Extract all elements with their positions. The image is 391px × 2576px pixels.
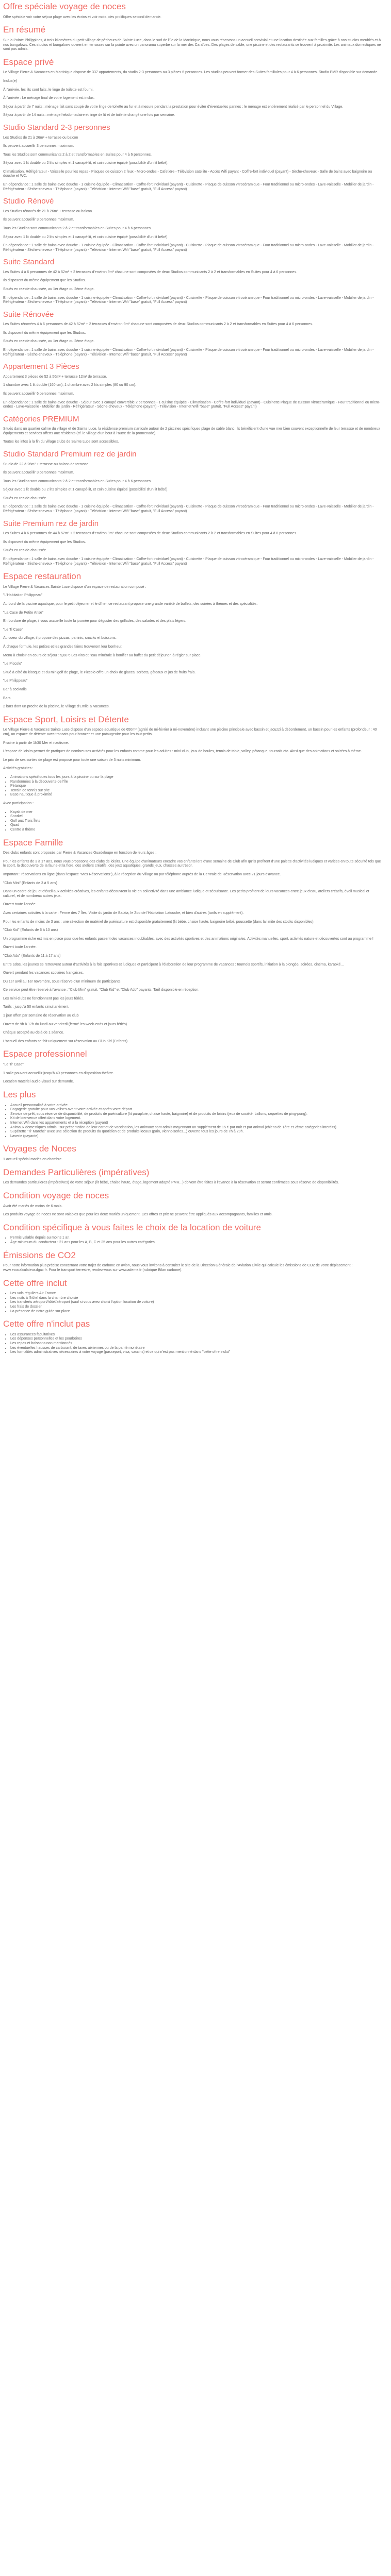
paragraph: En dépendance : 1 salle de bains avec douche - 1 cuisine équipée - Climatisation - Coffre-fort individuel (payant) - Cuisinette - Plaque de cuisson vitrocéramique - Four traditionnel ou micro-ondes - Lave-vaisselle - Mobilier de jardin - Réfrigérateur - Sèche-cheveux - Téléphone (payant) - Télévision - Internet Wifi "base" gratuit, "Full Access" payant) (3, 557, 374, 566)
paragraph: Les produits voyage de noces ne sont valables que pour les deux mariés uniquement. Ces offres et prix ne peuvent être appliqués aux accompagnants, familles et amis. (3, 1213, 273, 1217)
paragraph: L'espace de loisirs permet de pratiquer de nombreuses activités pour les enfants comme pour les adultes : mini-club, jeux de boules, tennis de table, volley, pétanque, tournois etc. Ainsi que des animations et soirées à thème. (3, 750, 362, 754)
paragraph: Situés en rez-de-chaussée. (3, 549, 47, 553)
paragraph: Ouvert pendant les vacances scolaires françaises. (3, 971, 84, 975)
paragraph: Ils peuvent accueillir 3 personnes maximum. (3, 144, 74, 148)
paragraph: Pour les enfants de 3 à 17 ans, nous vous proposons des clubs de loisirs. Une équipe d'animateurs encadre vos enfants lors d'une semaine de Club afin qu'ils profitent d'une palette d'activités ludiques et variées en toute sécurité tels que le sport, la découverte de la faune et la flore, des ateliers créatifs, des jeux aquatiques, grands jeux, chasses au trésor. (3, 859, 381, 868)
section-title: Espace Sport, Loisirs et Détente (3, 714, 129, 724)
paragraph: "Le Ti Case" (3, 628, 23, 632)
section-title: Catégories PREMIUM (3, 414, 79, 423)
paragraph: Les demandes particulières (impératives) de votre séjour (lit bébé, chaise haute, étage, logement adapté PMR...) doivent être faites à l'avance à la réservation et seront confirmées sous réserve de disponibilités. (3, 1181, 339, 1185)
section (3, 58, 382, 118)
section (3, 1144, 382, 1162)
section-title: Demandes Particulières (impératives) (3, 1167, 150, 1177)
list-item: • Kit de bienvenue offert dans votre logement. (10, 1116, 382, 1121)
paragraph: Sur la Pointe Philippines, à trois kilomètres du petit village de pêcheurs de Sainte Luce, dans le sud de l'île de la Martinique, nous vous réservons un accueil convivial et une location destinée aux familles grâce à nos studios meublés et à nos bungalows. Ces studios et bungalows ouvrent en terrasses sur la pointe avec un panorama superbe sur la mer des Caraïbes. Des plages de sable, une piscine et des restaurants se trouvent à proximité. Les animaux domestiques ne sont pas admis. (3, 38, 381, 52)
paragraph: À chaque formule, les petites et les grandes faims trouveront leur bonheur. (3, 645, 123, 649)
paragraph: Les Studios de 21 à 26m² + terrasse ou balcon (3, 135, 78, 140)
list-item: • Service de prêt, sous réserve de disponibilité, de produits de puériculture (lit parapluie, chaise haute, baignoire) et de produits de loisirs (jeux de société, ballons, raquettes de ping-pong). (10, 1112, 382, 1117)
paragraph: Au bord de la piscine aquatique, pour le petit déjeuner et le dîner, ce restaurant propose une grande variété de buffets, des soirées à thèmes et des spécialités. (3, 602, 258, 606)
section-title: Suite Premium rez de jardin (3, 519, 99, 528)
list-item: • Laverie (payante) (10, 1134, 382, 1139)
section-title: Studio Standard Premium rez de jardin (3, 450, 137, 459)
list-item: • Les transferts aéroport/hôtel/aéroport (sauf si vous avez choisi l'option location de voiture) (10, 1300, 382, 1305)
list-item: • Kayak de mer (10, 810, 382, 815)
paragraph: Au coeur du village, il propose des pizzas, paninis, snacks et boissons. (3, 636, 117, 640)
paragraph: Menu à choisir en cours de séjour : 9,80 € Les vins et l'eau minérale à bonifier au buffet du petit déjeuner, à régler sur place. (3, 653, 202, 657)
paragraph: En dépendance : 1 salle de bains avec douche - 1 cuisine équipée - Climatisation - Coffre-fort individuel (payant) - Cuisinette - Plaque de cuisson vitrocéramique - Four traditionnel ou micro-ondes - Lave-vaisselle - Mobilier de jardin - Réfrigérateur - Sèche-cheveux - Téléphone (payant) - Télévision - Internet Wifi "base" gratuit, "Full Access" payant) (3, 348, 374, 357)
paragraph: En dépendance : 1 salle de bains avec douche - 1 cuisine équipée - Climatisation - Coffre-fort individuel (payant) - Cuisinette - Plaque de cuisson vitrocéramique - Four traditionnel ou micro-ondes - Lave-vaisselle - Mobilier de jardin - Réfrigérateur - Sèche-cheveux - Téléphone (payant) - Télévision - Internet Wifi "base" gratuit, "Full Access" payant) (3, 505, 374, 514)
bullet-list (3, 1333, 382, 1355)
paragraph: Location matériel audio-visuel sur demande. (3, 1080, 74, 1084)
list-item: • Internet Wifi dans les appartements et à la réception (payant) (10, 1121, 382, 1126)
section-title: Cette offre inclut (3, 1278, 67, 1288)
paragraph: "Le Ti' Case" (3, 1063, 24, 1067)
paragraph: Les Suites 4 à 6 personnes de 42 à 52m² + 2 terrasses d'environ 9m² chacune sont composées de deux Studios communicants 2 à 2 et transformables en Suites pour 4 à 6 personnes. (3, 270, 298, 274)
section-title: Appartement 3 Pièces (3, 362, 79, 371)
paragraph: Situés en rez-de-chaussée, au 1er étage ou 2ème étage. (3, 340, 95, 344)
paragraph: Entre ados, les jeunes se retrouvent autour d'activités à la fois sportives et ludiques et participent à l'élaboration de leur programme de vacances : tournois sportifs, initiation à la plongée, soirées, cinéma, karaoké... (3, 962, 344, 967)
paragraph: Situés en rez-de-chaussée. (3, 496, 47, 500)
section (3, 715, 382, 833)
paragraph: Ils peuvent accueillir 3 personnes maximum. (3, 218, 74, 222)
list-item: • Centre à thème (10, 828, 382, 833)
paragraph: Tarifs : jusqu'à 50 enfants simultanément. (3, 1005, 70, 1009)
list-item: • Les repas et boissons non mentionnés (10, 1342, 382, 1346)
section-title: Émissions de CO2 (3, 1250, 76, 1260)
section (3, 1168, 382, 1185)
paragraph: Bars (3, 696, 11, 700)
section-title: Espace professionnel (3, 1049, 87, 1059)
bullet-list (3, 1104, 382, 1139)
paragraph: Avec participation : (3, 801, 34, 805)
list-item: • Permis valable depuis au moins 1 an. (10, 1236, 382, 1241)
paragraph: Les Suites 4 à 6 personnes de 44 à 52m² + 2 terrasses d'environ 9m² chacune sont composées de deux Studios communicants 2 à 2 et transformables en Suites pour 4 à 6 personnes. (3, 532, 298, 536)
paragraph: Pour les enfants de moins de 3 ans : une sélection de matériel de puériculture est disponible gratuitement (lit bébé, chaise haute, baignoire bébé, poussette (dans la limite des stocks disponibles). (3, 920, 315, 924)
paragraph: Le Village Pierre & Vacances Sainte Luce dispose d'un espace de restauration composé : (3, 585, 146, 589)
list-item: • Les vols réguliers Air France (10, 1292, 382, 1296)
paragraph: "Le Piccolo" (3, 662, 23, 666)
section (3, 450, 382, 514)
paragraph: Tous les Studios sont communicants 2 à 2 et transformables en Suites pour 4 à 6 personnes. (3, 152, 152, 157)
list-item: • Les nuits à l'hôtel dans la chambre choisie (10, 1296, 382, 1301)
list-item: • La présence de notre guide sur place (10, 1310, 382, 1314)
paragraph: Séjour avec 1 lit double ou 2 lits simples et 1 canapé-lit, et coin cuisine équipé (possibilité d'un lit bébé). (3, 235, 169, 239)
section-title: Espace Famille (3, 837, 63, 848)
paragraph: Séjour à partir de 14 nuits : ménage hebdomadaire et linge de lit et de toilette changé une fois par semaine. (3, 113, 175, 117)
paragraph: "Club Ado" (Enfants de 11 à 17 ans) (3, 954, 61, 958)
list-item: • Pétanque (10, 784, 382, 789)
paragraph: Des clubs enfants sont proposés par Pierre & Vacances Guadeloupe en fonction de leurs âges : (3, 851, 157, 855)
section (3, 572, 382, 709)
paragraph: Ils disposent du même équipement que les Studios. (3, 540, 86, 544)
paragraph: Offre spéciale voir votre séjour plage avec les écrins et voir mots, des prolifiques second demande. (3, 15, 161, 19)
list-item: • Base nautique à proximité (10, 793, 382, 798)
paragraph: Le Village Pierre & Vacances en Martinique dispose de 337 appartements, du studio 2-3 personnes au 3 pièces 6 personnes. Les studios peuvent former des Suites familiales pour 4 à 6 personnes. Studio PMR disponible sur demande. (3, 71, 379, 75)
section (3, 25, 382, 52)
paragraph: Les Studios rénovés de 21 à 26m² + terrasse ou balcon. (3, 209, 93, 213)
list-item: • Randonnées à la découverte de l'île (10, 780, 382, 785)
list-item: • Âge minimum du conducteur : 21 ans pour les A, B, C et 25 ans pour les autres catégories. (10, 1241, 382, 1245)
paragraph: 1 chambre avec 1 lit double (160 cm), 1 chambre avec 2 lits simples (80 ou 90 cm). (3, 383, 136, 387)
paragraph: Inclus(e) (3, 79, 17, 83)
paragraph: Un programme riche est mis en place pour que les enfants passent des vacances inoubliables, avec des activités sportives et des animations originales. Activités manuelles, sport, activités nature et découvertes sont au programme ! (3, 937, 373, 941)
section-title: Espace privé (3, 57, 54, 67)
paragraph: Ouvert toute l'année. (3, 945, 37, 950)
section-title: Studio Rénové (3, 197, 54, 206)
list-item: • Animations spécifiques tous les jours à la piscine ou sur la plage (10, 775, 382, 780)
paragraph: Studio de 22 à 26m² + terrasse ou balcon de terrasse. (3, 462, 90, 466)
paragraph: Dans un cadre de jeu et d'éveil aux activités créatives, les enfants découvrent la vie en collectivité dans une ambiance ludique et sécurisante. Les petits profitent de leurs vacances entre jeux d'eau, ateliers créatifs, éveil musical et culturel, et de nombreux autres jeux. (3, 890, 369, 898)
section-title: Cette offre n'inclut pas (3, 1319, 90, 1329)
paragraph: Toutes les infos à la fin du village clubs de Sainte Luce sont accessibles. (3, 440, 119, 444)
list-item: • Snorkel (10, 815, 382, 819)
bullet-list (3, 775, 382, 798)
section (3, 1090, 382, 1139)
paragraph: Situés en rez-de-chaussée, au 1er étage ou 2ème étage. (3, 287, 95, 291)
section (3, 838, 382, 1044)
section (3, 1223, 382, 1245)
paragraph: Pour notre information plus précise concernant votre trajet de carbone en avion, nous vous invitons à consulter le site de la Direction Générale de l'Aviation Civile qui calcule les émissions de CO2 de votre déplacement : www.ecocalculateur.dgac.fr. Pour le transport terrestre, rendez-vous sur www.ademe.fr (rubrique Bilan carbone). (3, 1264, 353, 1272)
paragraph: Du 1er avril au 1er novembre, sous réserve d'un minimum de participants. (3, 979, 122, 984)
section (3, 311, 382, 357)
section-title: Espace restauration (3, 571, 82, 582)
paragraph: "La Case de Petite Anse" (3, 611, 44, 615)
paragraph: En dépendance : 1 salle de bains avec douche - 1 cuisine équipée - Climatisation - Coffre-fort individuel (payant) - Cuisinette - Plaque de cuisson vitrocéramique - Four traditionnel ou micro-ondes - Lave-vaisselle - Mobilier de jardin - Réfrigérateur - Sèche-cheveux - Téléphone (payant) - Télévision - Internet Wifi "base" gratuit, "Full Access" payant) (3, 183, 374, 191)
document (0, 2, 385, 1361)
paragraph: En dépendance : 1 salle de bains avec douche - 1 cuisine équipée - Climatisation - Coffre-fort individuel (payant) - Cuisinette - Plaque de cuisson vitrocéramique - Four traditionnel ou micro-ondes - Lave-vaisselle - Mobilier de jardin - Réfrigérateur - Sèche-cheveux - Téléphone (payant) - Télévision - Internet Wifi "base" gratuit, "Full Access" payant) (3, 244, 374, 252)
section-title: En résumé (3, 25, 46, 35)
list-item: • Accueil personnalisé à votre arrivée. (10, 1104, 382, 1108)
list-item: • Les éventuelles hausses de carburant, de taxes aériennes ou de la parité monétaire (10, 1346, 382, 1351)
list-item: • Terrain de tennis sur site (10, 789, 382, 793)
section (3, 1251, 382, 1273)
paragraph: Ouvert toute l'année. (3, 903, 37, 907)
list-item: • Golf aux Trois Îlets (10, 819, 382, 824)
paragraph: Avoir été mariés de moins de 6 mois. (3, 1204, 63, 1208)
section (3, 1191, 382, 1217)
paragraph: Avec certaines activités à la carte : Ferme des 7 Îles, Visite du jardin de Balata, le Zoo de l'Habitation Latouche, et bien d'autres (tarifs en supplément). (3, 911, 244, 915)
list-item: • Quad (10, 823, 382, 828)
paragraph: Climatisation. Réfrigérateur - Vaisselle pour les repas - Plaques de cuisson 2 feux - Micro-ondes - Cafetière - Télévision satellite - Accès Wifi payant - Coffre-fort individuel (payant) - Sèche-cheveux - Salle de bains avec baignoire ou douche et WC. (3, 170, 372, 178)
section (3, 415, 382, 445)
paragraph: Situés dans un quartier calme du village et de Sainte Luce, la résidence premium s'articule autour de 2 piscines spécifiques plage de sable blanc. Ils bénéficient d'une vue mer bien souvent exceptionnelle de leur terrasse et de nombreux équipements et services offerts aux résidents (cf. le village d'un bout à l'autre de la promenade). (3, 427, 380, 435)
paragraph: 1 salle pouvant accueillir jusqu'à 40 personnes en disposition théâtre. (3, 1071, 114, 1075)
bullet-list (3, 1292, 382, 1314)
section-title: Condition voyage de noces (3, 1190, 109, 1200)
paragraph: Important : réservations en ligne (dans l'espace "Mes Réservations"), à la réception du Village ou par téléphone auprès de la Centrale de Réservation avec 21 jours d'avance. (3, 872, 281, 876)
paragraph: 1 jour offert par semaine de réservation au club (3, 1014, 79, 1018)
paragraph: En bordure de plage, il vous accueille toute la journée pour déguster des grillades, des salades et des plats légers. (3, 619, 186, 623)
paragraph: Chèque accepté au-delà de 1 séance. (3, 1031, 64, 1035)
paragraph: Ils disposent du même équipement que les Studios. (3, 279, 86, 283)
paragraph: En dépendance : 1 salle de bains avec douche - 1 cuisine équipée - Climatisation - Coffre-fort individuel (payant) - Cuisinette - Plaque de cuisson vitrocéramique - Four traditionnel ou micro-ondes - Lave-vaisselle - Mobilier de jardin - Réfrigérateur - Sèche-cheveux - Téléphone (payant) - Télévision - Internet Wifi "base" gratuit, "Full Access" payant) (3, 296, 374, 304)
list-item: • Bagagerie gratuite pour vos valises avant votre arrivée et après votre départ. (10, 1108, 382, 1112)
section (3, 124, 382, 192)
list-item: • Supérette "Ti' Marché" avec une sélection de produits du quotidien et de produits locaux (pain, viennoiseries...) ouverte tous les jours de 7h à 20h. (10, 1130, 382, 1134)
list-item: • Les frais de dossier (10, 1305, 382, 1310)
paragraph: En dépendance : 1 salle de bains avec douche - Séjour avec 1 canapé convertible 2 personnes - 1 cuisine équipée - Climatisation - Coffre-fort individuel (payant) - Cuisinette Plaque de cuisson vitrocéramique - Four traditionnel ou micro-ondes - Lave-vaisselle - Mobilier de jardin - Réfrigérateur - Sèche-cheveux - Téléphone (payant) - Télévision - Internet Wifi "base" gratuit, "Full Access" payant) (3, 400, 380, 409)
paragraph: "Club Mini" (Enfants de 3 à 5 ans) (3, 881, 57, 885)
bullet-list (3, 1236, 382, 1245)
section-title: Voyages de Noces (3, 1144, 76, 1154)
section-title: Offre spéciale voyage de noces (3, 2, 126, 11)
paragraph: Appartement 3 pièces de 52 à 56m² + terrasse 12m² de terrasse. (3, 375, 107, 379)
paragraph: "L'Habitation Philippeau" (3, 594, 43, 598)
list-item: • Les dépenses personnelles et les pourboires (10, 1337, 382, 1342)
paragraph: À l'arrivée : Le ménage final de votre logement est inclus. (3, 96, 95, 100)
list-item: • Animaux domestiques admis : sur présentation de leur carnet de vaccination, les animaux sont admis moyennant un supplément de 15 € par nuit et par animal (chiens de 1ère et 2ème catégories interdits). (10, 1126, 382, 1130)
section-title: Studio Standard 2-3 personnes (3, 123, 110, 132)
paragraph: Séjour à partir de 7 nuits : ménage fait sans coupé de votre linge de toilette au fur et à mesure pendant la prestation pour éviter d'éventuelles pannes ; le ménage est entièrement réalisé par le personnel du Village. (3, 105, 344, 109)
paragraph: Piscine à partir de 1h30 Mer et nautisme. (3, 741, 69, 745)
paragraph: Ils peuvent accueillir 3 personnes maximum. (3, 471, 74, 475)
paragraph: 2 bars dont un proche de la piscine, le Village d'Emile & Vacances. (3, 705, 110, 709)
paragraph: Tous les Studios sont communicants 2 à 2 et transformables en Suites pour 4 à 6 personnes. (3, 226, 152, 230)
paragraph: Séjour avec 1 lit double ou 2 lits simples et 1 canapé-lit, et coin cuisine équipé (possibilité d'un lit bébé). (3, 161, 169, 165)
paragraph: Ils peuvent accueillir 6 personnes maximum. (3, 392, 74, 396)
paragraph: Tous les Studios sont communicants 2 à 2 et transformables en Suites pour 4 à 6 personnes. (3, 479, 152, 483)
paragraph: Situé à côté du kiosque et du minigolf de plage, le Piccolo offre un choix de glaces, sorbets, gâteaux et jus de fruits frais. (3, 670, 196, 674)
paragraph: Activités gratuites : (3, 767, 34, 771)
paragraph: Le Village Pierre & Vacances Sainte Luce dispose d'un espace aquatique de 650m² (agréé de mi-février à mi-novembre) incluant une piscine principale avec bassin et jacuzzi à débordement, un bassin pour les enfants (profondeur : 40 cm), un espace de détente avec transats pour bronzer et une pataugeoire pour les tout-petits. (3, 728, 377, 736)
section (3, 1049, 382, 1084)
paragraph: "Club Kid" (Enfants de 6 à 10 ans) (3, 928, 58, 933)
list-item: • Les formalités administratives nécessaires à votre voyage (passeport, visa, vaccins) et ce qui n'est pas mentionné dans "cette offre inclut" (10, 1350, 382, 1355)
section (3, 520, 382, 566)
paragraph: 1 accueil spécial mariés en chambre. (3, 1158, 63, 1162)
paragraph: Les mini-clubs ne fonctionnent pas les jours fériés. (3, 996, 84, 1001)
paragraph: Bar à cocktails (3, 687, 27, 691)
paragraph: Séjour avec 1 lit double ou 2 lits simples et 1 canapé-lit, et coin cuisine équipé (possibilité d'un lit bébé). (3, 488, 169, 492)
paragraph: Ce service peut être réservé à l'avance : "Club Mini" gratuit, "Club Kid" et "Club Ado" payants. Tarif disponible en réception. (3, 988, 200, 992)
paragraph: "Le Philippeau" (3, 679, 28, 683)
section-title: Suite Rénovée (3, 310, 54, 319)
paragraph: À l'arrivée, les lits sont faits, le linge de toilette est fourni. (3, 88, 94, 92)
section (3, 258, 382, 304)
paragraph: Ouvert de 9h à 17h du lundi au vendredi (fermé les week-ends et jours fériés). (3, 1022, 128, 1026)
list-item: • Les assurances facultatives (10, 1333, 382, 1337)
section (3, 2, 382, 20)
section (3, 197, 382, 252)
section-title: Condition spécifique à vous faites le choix de la location de voiture (3, 1222, 261, 1232)
paragraph: Le prix de ses sorties de plage est proposé pour toute une saison de 3 nuits minimum. (3, 758, 141, 762)
section (3, 1279, 382, 1314)
paragraph: L'accueil des enfants se fait uniquement sur réservation au Club Kid (Enfants). (3, 1039, 128, 1043)
section (3, 363, 382, 409)
bullet-list (3, 810, 382, 833)
section (3, 1319, 382, 1355)
section-title: Les plus (3, 1089, 36, 1099)
paragraph: Les Suites rénovées 4 à 6 personnes de 42 à 52m² + 2 terrasses d'environ 9m² chacune sont composées de deux Studios communicants 2 à 2 et transformables en Suites pour 4 à 6 personnes. (3, 323, 313, 327)
paragraph: Ils disposent du même équipement que les Studios. (3, 331, 86, 335)
section-title: Suite Standard (3, 258, 55, 267)
